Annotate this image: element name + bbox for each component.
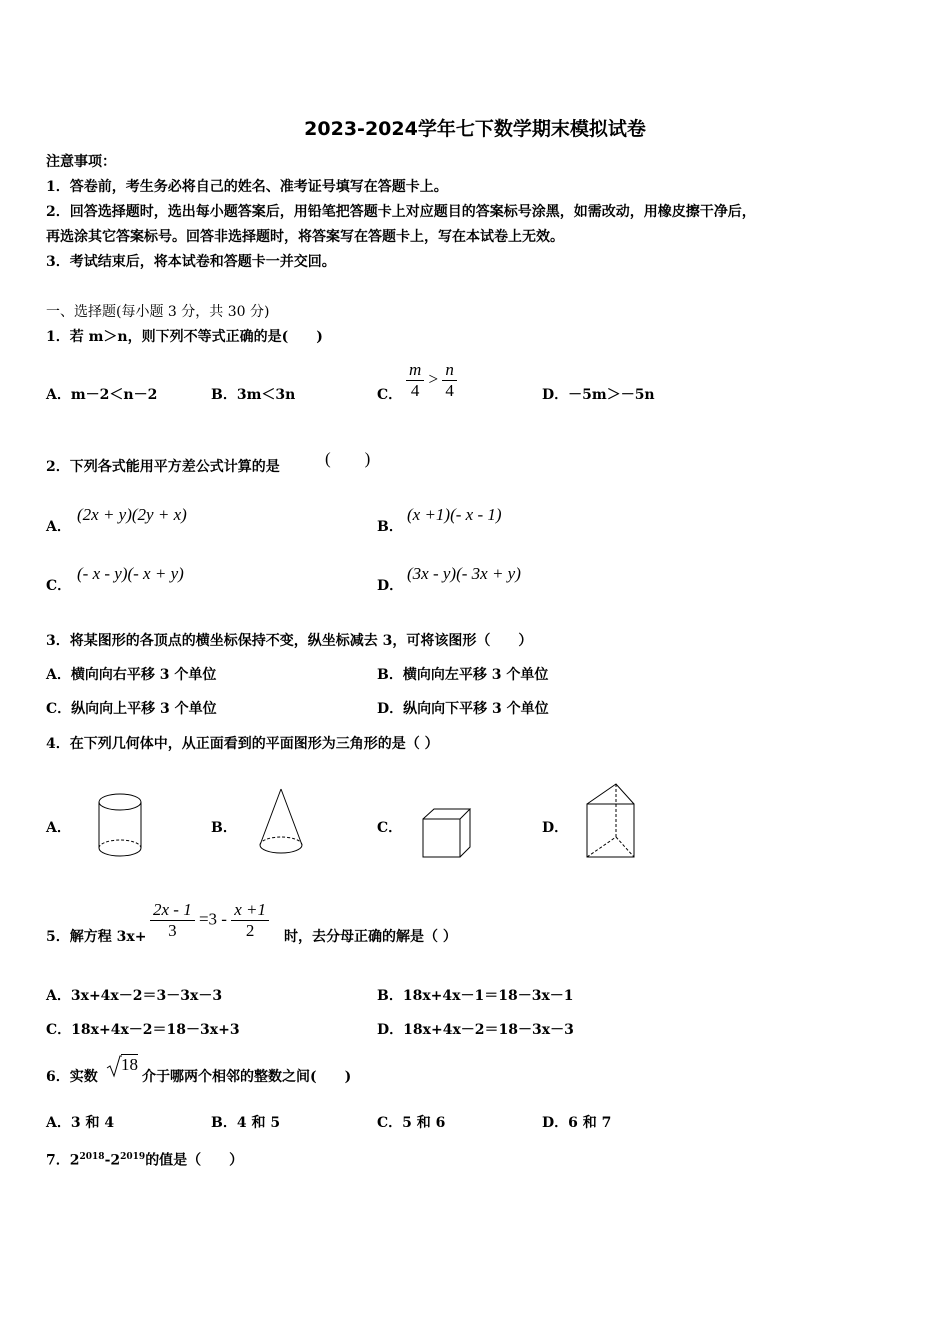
notice-item: 3．考试结束后，将本试卷和答题卡一并交回。	[46, 254, 336, 270]
q3-option-a: A．横向向右平移 3 个单位	[46, 667, 217, 683]
radical-sign-icon	[106, 1054, 122, 1078]
triangular-prism-figure	[584, 780, 640, 862]
frac-numerator: x +1	[234, 900, 266, 919]
q3-stem: 3．将某图形的各顶点的横坐标保持不变，纵坐标减去 3，可将该图形（ ）	[46, 633, 533, 649]
math-operator: =3 -	[198, 909, 227, 929]
q3-option-b: B．横向向左平移 3 个单位	[377, 667, 549, 683]
q6-option-b: B．4 和 5	[211, 1115, 281, 1131]
cylinder-figure	[95, 790, 145, 862]
cone-figure	[255, 786, 307, 860]
math-operator: -	[104, 1152, 111, 1169]
q3-option-c: C．纵向向上平移 3 个单位	[46, 701, 217, 717]
page-title: 2023-2024学年七下数学期末模拟试卷	[304, 118, 646, 140]
frac-numerator: 2x - 1	[153, 900, 192, 919]
q5-stem-post: 时，去分母正确的解是（ ）	[284, 929, 457, 945]
q2-answer-paren: ( )	[325, 449, 371, 468]
q6-option-d: D．6 和 7	[542, 1115, 612, 1131]
q2-option-c-label: C．	[46, 578, 72, 594]
q1-option-c-math	[406, 360, 457, 401]
q7-exponent: 2019	[120, 1152, 146, 1162]
q3-option-d: D．纵向向下平移 3 个单位	[377, 701, 549, 717]
q4-option-c: C．	[377, 820, 403, 836]
q1-option-d: D．－5m＞－5n	[542, 387, 655, 403]
notice-heading: 注意事项：	[46, 154, 116, 170]
q1-option-a: A．m－2＜n－2	[46, 387, 158, 403]
q6-radicand: 18	[121, 1055, 138, 1074]
q7-base: 2	[69, 1152, 80, 1169]
frac-denominator: 4	[406, 380, 424, 401]
q6-stem-pre: 6．实数	[46, 1069, 98, 1085]
q2-option-c-expr: (- x - y)(- x + y)	[77, 564, 184, 583]
q5-stem-pre: 5．解方程 3x+	[46, 929, 147, 945]
q5-option-a: A．3x+4x－2＝3－3x－3	[46, 988, 223, 1004]
q4-option-b: B．	[211, 820, 237, 836]
q4-stem: 4．在下列几何体中，从正面看到的平面图形为三角形的是（ ）	[46, 736, 439, 752]
q4-option-a: A．	[46, 820, 71, 836]
q5-option-d: D．18x+4x－2＝18－3x－3	[377, 1022, 574, 1038]
q2-option-b-label: B．	[377, 519, 403, 535]
frac-numerator: m	[409, 360, 422, 379]
frac-denominator: 2	[231, 920, 269, 941]
q2-option-d-expr: (3x - y)(- 3x + y)	[407, 564, 521, 583]
notice-item: 再选涂其它答案标号。回答非选择题时，将答案写在答题卡上，写在本试卷上无效。	[46, 229, 564, 245]
math-operator: >	[428, 369, 439, 389]
q2-option-a-label: A．	[46, 519, 71, 535]
q7-base: 2	[110, 1152, 121, 1169]
notice-item: 2．回答选择题时，选出每小题答案后，用铅笔把答题卡上对应题目的答案标号涂黑，如需改动，用橡皮擦干净后，	[46, 204, 756, 220]
q6-option-a: A．3 和 4	[46, 1115, 115, 1131]
q1-stem: 1．若 m＞n，则下列不等式正确的是( )	[46, 329, 323, 345]
q7-stem	[46, 1148, 243, 1170]
q5-option-b: B．18x+4x－1＝18－3x－1	[377, 988, 574, 1004]
q2-stem: 2．下列各式能用平方差公式计算的是	[46, 459, 280, 475]
q1-option-b: B．3m＜3n	[211, 387, 296, 403]
frac-denominator: 4	[442, 380, 457, 401]
q5-equation	[150, 900, 269, 941]
section-heading: 一、选择题(每小题 3 分，共 30 分)	[46, 304, 270, 320]
notice-item: 1．答卷前，考生务必将自己的姓名、准考证号填写在答题卡上。	[46, 179, 448, 195]
cube-figure	[420, 805, 474, 863]
q2-option-a-expr: (2x + y)(2y + x)	[77, 505, 187, 524]
frac-denominator: 3	[150, 920, 195, 941]
q7-stem-post: 的值是（ ）	[145, 1152, 244, 1169]
q7-prefix: 7．	[46, 1152, 70, 1169]
q5-option-c: C．18x+4x－2＝18－3x+3	[46, 1022, 240, 1038]
q6-stem-post: 介于哪两个相邻的整数之间( )	[142, 1069, 352, 1085]
q7-exponent: 2018	[79, 1152, 105, 1162]
frac-numerator: n	[445, 360, 454, 379]
q2-option-d-label: D．	[377, 578, 404, 594]
q4-option-d: D．	[542, 820, 569, 836]
q6-option-c: C．5 和 6	[377, 1115, 446, 1131]
q2-option-b-expr: (x +1)(- x - 1)	[407, 505, 502, 524]
q1-option-c-label: C．	[377, 387, 403, 403]
